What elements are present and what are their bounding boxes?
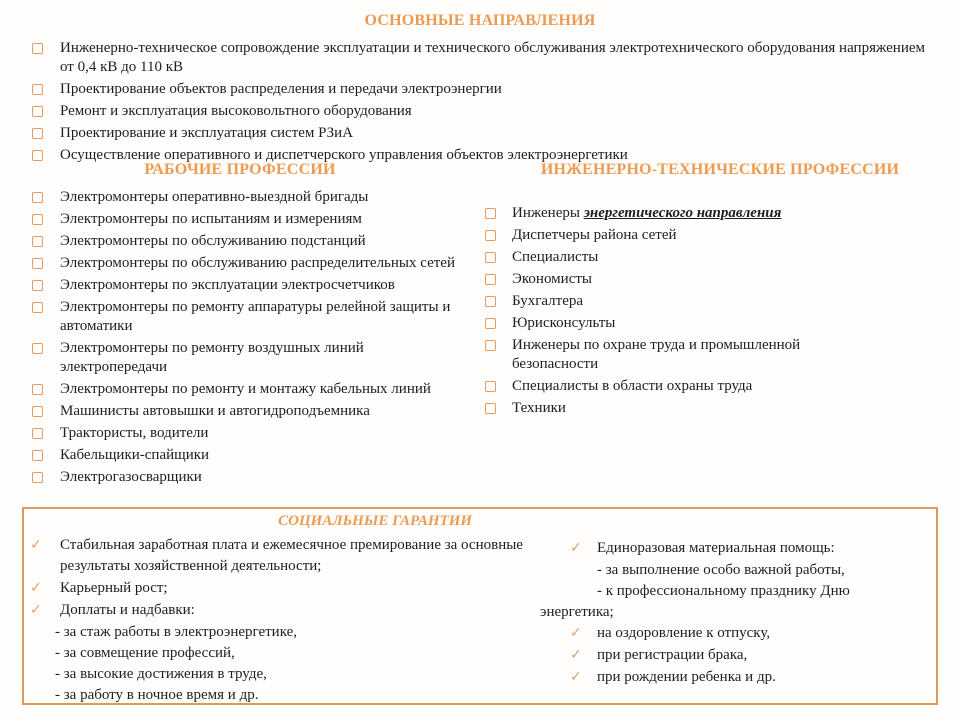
checkbox-bullet-icon [32, 343, 43, 354]
check-item [540, 538, 932, 560]
checkbox-bullet-icon [32, 258, 43, 269]
check-item [24, 600, 540, 622]
main-directions-list [0, 39, 960, 168]
checkmark-icon: ✓ [30, 602, 42, 618]
check-item-label: на оздоровление к отпуску, [597, 625, 771, 641]
list-item-label: Экономисты [512, 271, 592, 287]
check-item-label: при регистрации брака, [597, 647, 748, 663]
list-item [0, 80, 960, 102]
checkmark-icon: ✓ [30, 580, 42, 596]
checkbox-bullet-icon [485, 230, 496, 241]
sub-item: - к профессиональному празднику Дню [597, 583, 850, 599]
checkbox-bullet-icon [32, 236, 43, 247]
checkbox-bullet-icon [32, 192, 43, 203]
check-item [540, 645, 932, 667]
list-item [480, 377, 960, 399]
list-item [0, 232, 480, 254]
list-item-label: Диспетчеры района сетей [512, 227, 677, 243]
list-item [480, 248, 960, 270]
checkbox-bullet-icon [32, 450, 43, 461]
sub-item-continuation: энергетика; [540, 604, 614, 620]
worker-professions-list [0, 188, 480, 490]
list-item-label: Инженерно-техническое сопровождение эксплуатации и технического обслуживания электротехнического оборудования напряжением от 0,4 кВ до 110 кВ [60, 40, 925, 75]
check-item [540, 623, 932, 645]
check-item [24, 578, 540, 600]
list-item-label: Специалисты [512, 249, 599, 265]
checkbox-bullet-icon [32, 106, 43, 117]
list-item-label: Электромонтеры по обслуживанию подстанций [60, 233, 366, 249]
check-item-label: Карьерный рост; [60, 580, 168, 596]
sub-item: - за совмещение профессий, [55, 645, 235, 661]
checkbox-bullet-icon [32, 214, 43, 225]
list-item-label: Бухгалтера [512, 293, 584, 309]
checkbox-bullet-icon [32, 280, 43, 291]
list-item [0, 254, 480, 276]
list-item-label: Трактористы, водители [60, 425, 209, 441]
worker-professions-title: РАБОЧИЕ ПРОФЕССИИ [144, 161, 336, 178]
checkbox-bullet-icon [32, 150, 43, 161]
list-item-label: Инженеры [512, 205, 584, 221]
list-item-label: Специалисты в области охраны труда [512, 378, 753, 394]
checkmark-icon: ✓ [570, 669, 582, 685]
social-right-column [540, 535, 932, 706]
section-professions [0, 161, 960, 490]
checkbox-bullet-icon [32, 302, 43, 313]
list-item [0, 39, 960, 80]
worker-professions-column [0, 161, 480, 490]
list-item [480, 399, 960, 421]
checkmark-icon: ✓ [30, 537, 42, 553]
checkbox-bullet-icon [32, 384, 43, 395]
section-main-directions [0, 12, 960, 168]
sub-item: - за выполнение особо важной работы, [597, 562, 845, 578]
list-item [0, 210, 480, 232]
list-item-label: Электромонтеры по испытаниям и измерениям [60, 211, 362, 227]
check-item-label: Единоразовая материальная помощь: [597, 540, 835, 556]
checkbox-bullet-icon [32, 406, 43, 417]
list-item [480, 226, 960, 248]
list-item [0, 188, 480, 210]
checkbox-bullet-icon [485, 252, 496, 263]
list-item [0, 402, 480, 424]
checkbox-bullet-icon [32, 472, 43, 483]
checkbox-bullet-icon [485, 274, 496, 285]
sub-item: - за стаж работы в электроэнергетике, [55, 624, 298, 640]
sub-item: - за высокие достижения в труде, [55, 666, 267, 682]
list-item-label: Электромонтеры по ремонту аппаратуры релейной защиты и автоматики [60, 299, 451, 334]
list-item [0, 298, 480, 339]
social-guarantees-box [22, 507, 938, 705]
list-item-label: Проектирование и эксплуатация систем РЗиА [60, 125, 354, 141]
checkbox-bullet-icon [32, 43, 43, 54]
list-item [0, 102, 960, 124]
list-item [0, 276, 480, 298]
check-item-label: при рождении ребенка и др. [597, 669, 776, 685]
checkbox-bullet-icon [485, 403, 496, 414]
checkbox-bullet-icon [485, 318, 496, 329]
main-directions-title: ОСНОВНЫЕ НАПРАВЛЕНИЯ [364, 12, 596, 29]
list-item-label: Инженеры по охране труда и промышленной безопасности [512, 337, 801, 372]
list-item-label: Проектирование объектов распределения и передачи электроэнергии [60, 81, 502, 97]
engineering-professions-list [480, 204, 960, 421]
social-guarantees-title: СОЦИАЛЬНЫЕ ГАРАНТИИ [278, 513, 473, 529]
checkbox-bullet-icon [485, 381, 496, 392]
list-item-label: Электромонтеры по обслуживанию распределительных сетей [60, 255, 455, 271]
list-item [0, 380, 480, 402]
list-item-label: Электромонтеры оперативно-выездной бригады [60, 189, 369, 205]
list-item [0, 339, 480, 380]
list-item [0, 468, 480, 490]
list-item [480, 336, 960, 377]
list-item-label: Электромонтеры по ремонту воздушных линий электропередачи [60, 340, 364, 375]
list-item [480, 314, 960, 336]
list-item-label: Машинисты автовышки и автогидроподъемника [60, 403, 370, 419]
social-left-column [24, 535, 540, 706]
list-item-label: Техники [512, 400, 566, 416]
list-item-label: Юрисконсульты [512, 315, 616, 331]
list-item-label: Электромонтеры по эксплуатации электросчетчиков [60, 277, 395, 293]
check-item [540, 667, 932, 689]
list-item [480, 292, 960, 314]
checkbox-bullet-icon [32, 84, 43, 95]
social-guarantees-columns [24, 535, 936, 706]
emphasized-label: энергетического направления [583, 205, 782, 221]
list-item [480, 204, 960, 226]
list-item-label: Осуществление оперативного и диспетчерского управления объектов электроэнергетики [60, 147, 628, 163]
list-item-label: Кабельщики-спайщики [60, 447, 210, 463]
engineering-professions-title: ИНЖЕНЕРНО-ТЕХНИЧЕСКИЕ ПРОФЕССИИ [540, 161, 900, 178]
checkmark-icon: ✓ [570, 647, 582, 663]
check-item [24, 535, 540, 578]
checkbox-bullet-icon [485, 208, 496, 219]
list-item [0, 424, 480, 446]
checkbox-bullet-icon [485, 296, 496, 307]
sub-item: - за работу в ночное время и др. [55, 687, 259, 703]
engineering-professions-column [480, 161, 960, 490]
checkbox-bullet-icon [32, 128, 43, 139]
list-item-label: Электромонтеры по ремонту и монтажу кабельных линий [60, 381, 431, 397]
check-item-label: Стабильная заработная плата и ежемесячное премирование за основные результаты хозяйственной деятельности; [60, 537, 523, 574]
checkmark-icon: ✓ [570, 540, 582, 556]
list-item-label: Ремонт и эксплуатация высоковольтного оборудования [60, 103, 412, 119]
checkbox-bullet-icon [32, 428, 43, 439]
list-item [0, 124, 960, 146]
check-item-label: Доплаты и надбавки: [60, 602, 195, 618]
checkbox-bullet-icon [485, 340, 496, 351]
list-item [0, 446, 480, 468]
list-item [480, 270, 960, 292]
list-item-label: Электрогазосварщики [60, 469, 202, 485]
checkmark-icon: ✓ [570, 625, 582, 641]
